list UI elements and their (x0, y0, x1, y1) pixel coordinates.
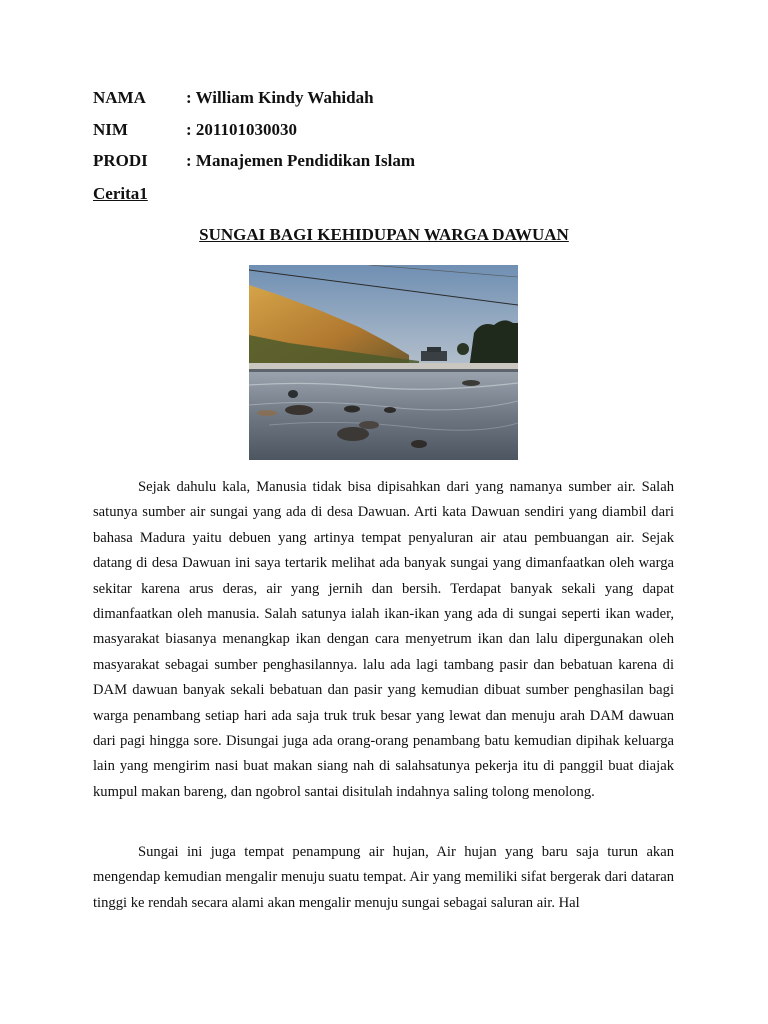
nim-label: NIM (93, 120, 128, 139)
document-title: SUNGAI BAGI KEHIDUPAN WARGA DAWUAN (199, 225, 569, 244)
prodi-value: : Manajemen Pendidikan Islam (186, 151, 416, 170)
paragraph-2-text: Sungai ini juga tempat penampung air hujan, Air hujan yang baru saja turun akan mengendap kemudian mengalir menuju suatu tempat. Air yang memiliki sifat bergerak dari dataran tinggi ke rendah secara alami akan mengalir menuju sungai sebagai saluran air. Hal (93, 844, 674, 911)
body-paragraph-2 (93, 840, 674, 916)
river-photo (249, 265, 518, 460)
river-photo-illustration (249, 265, 518, 460)
body-paragraph-1 (93, 475, 674, 805)
section-label: Cerita1 (93, 184, 148, 203)
prodi-label: PRODI (93, 151, 148, 170)
nama-label: NAMA (93, 88, 146, 107)
nim-value: : 201101030030 (186, 120, 297, 139)
paragraph-1-text: Sejak dahulu kala, Manusia tidak bisa dipisahkan dari yang namanya sumber air. Salah satunya sumber air sungai yang ada di desa Dawuan. Arti kata Dawuan sendiri yang diambil dari bahasa Madura yaitu debuen yang artinya tempat penyaluran air atau pembuangan air. Sejak datang di desa Dawuan ini saya tertarik melihat ada banyak sungai yang dimanfaatkan oleh warga sekitar karena arus deras, air yang jernih dan bersih. Terdapat banyak sekali yang dapat dimanfaatkan oleh manusia. Salah satunya ialah ikan-ikan yang ada di sungai seperti ikan wader, masyarakat biasanya menangkap ikan dengan cara menyetrum ikan dan lalu dipergunakan oleh masyarakat sebagai sumber penghasilannya. lalu ada lagi tambang pasir dan bebatuan karena di DAM dawuan banyak sekali bebatuan dan pasir yang kemudian dibuat sumber penghasilan bagi warga penambang setiap hari ada saja truk truk besar yang lewat dan menuju arah DAM dawuan dari pagi hingga sore. Disungai juga ada orang-orang penambang batu kemudian dipihak keluarga lain yang mengirim nasi buat makan siang nah di salahsatunya pekerja itu di panggil buat diajak kumpul makan bareng, dan ngobrol santai disitulah indahnya saling tolong menolong. (93, 479, 674, 800)
nama-value: : William Kindy Wahidah (186, 88, 374, 107)
